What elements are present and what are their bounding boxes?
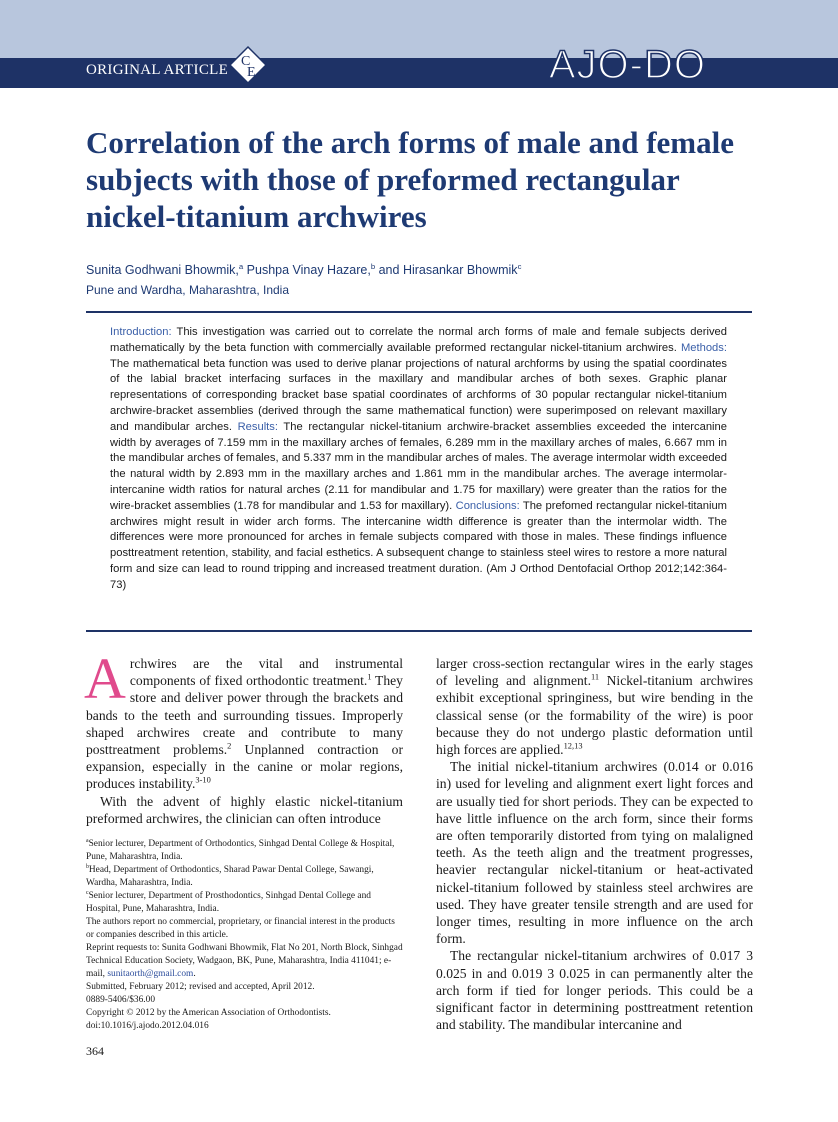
author-affil-mark: a (238, 261, 244, 271)
body-paragraph: With the advent of highly elastic nickel-titanium preformed archwires, the clinician can often introduce (86, 793, 403, 826)
abstract-results: The rectangular nickel-titanium archwire-bracket assemblies exceeded the intercanine width by averages of 7.159 mm in the maxillary arches of females, 6.289 mm in the maxillary arches of males, 6.667 mm in the mandibular arches of females, and 5.337 mm in the mandibular arches of males. The average intermolar width exceeded the natural width by 2.893 mm in the maxillary arches and 1.861 mm in the mandibular arches. The average intermolar-intercanine width ratios for natural arches (2.11 for mandibular and 1.75 for maxillary) were greater than the ratios for the wire-bracket assemblies (1.78 for mandibular and 1.53 for maxillary). (110, 420, 727, 512)
abstract-results-heading: Results: (237, 420, 278, 433)
copyright: Copyright © 2012 by the American Association of Orthodontists. (86, 1008, 331, 1018)
abstract-methods: The mathematical beta function was used to derive planar projections of natural archforms by using the spatial coordinates of the labial bracket interfacing surfaces in the maxillary and mandibular arches of both sexes. Graphic planar representations of corresponding bracket base spatial coordinates of archforms of 30 popular rectangular nickel-titanium archwire-bracket assemblies (derived through the same mathematical function) were superimposed on relevant maxillary and mandibular arches. (110, 357, 727, 433)
abstract-conclusions-heading: Conclusions: (455, 499, 520, 512)
drop-cap: A (84, 646, 126, 711)
author-name: Sunita Godhwani Bhowmik, (86, 263, 239, 277)
journal-logo: AJO-DO (548, 43, 706, 87)
doi: doi:10.1016/j.ajodo.2012.04.016 (86, 1021, 209, 1031)
article-type-label: ORIGINAL ARTICLE (86, 62, 229, 78)
author-name: and Hirasankar Bhowmik (378, 263, 518, 277)
ce-logo-icon (228, 45, 268, 85)
affiliation: Pune and Wardha, Maharashtra, India (86, 283, 290, 297)
submission-dates: Submitted, February 2012; revised and accepted, April 2012. (86, 982, 315, 992)
footnote: $^c$Senior lecturer, Department of Prosthodontics, Sinhgad Dental College and Hospital, Pune, Maharashtra, India. (86, 889, 371, 914)
author-affil-mark: c (517, 261, 522, 271)
body-paragraph: larger cross-section rectangular wires in the early stages of leveling and alignment.$^{11}$ Nickel-titanium archwires exhibit exceptional springiness, but wire bending in the classical sense (or the formability of the wire) is poor because they do not undergo plastic deformation until high forces are applied.$^{12,13}$ (436, 656, 754, 758)
footnote: $^a$Senior lecturer, Department of Orthodontics, Sinhgad Dental College & Hospital, Pune, Maharashtra, India. (86, 837, 395, 862)
abstract-introduction-heading: Introduction: (110, 326, 172, 338)
email-link[interactable]: sunitaorth@gmail.com (107, 969, 194, 979)
divider (86, 311, 752, 313)
reference-mark: 2 (227, 740, 232, 751)
body-paragraph: Archwires are the vital and instrumental components of fixed orthodontic treatment.$^1$ They store and deliver power through the brackets and bands to the teeth and surrounding tissues. Improperly shaped archwires create and contribute to many posttreatment problems.$^2$ Unplanned contraction or expansion, especially in the canine or molar regions, produces instability.$^{3-10}$ (84, 646, 403, 792)
disclosure-note: The authors report no commercial, proprietary, or financial interest in the products or companies described in this article. (86, 917, 395, 940)
footnotes (86, 838, 403, 1033)
reference-mark: 12,13 (563, 740, 583, 751)
divider (86, 630, 752, 632)
author-affil-mark: b (370, 261, 376, 271)
header-top-band (0, 0, 838, 58)
reference-mark: 11 (591, 671, 600, 682)
abstract (110, 325, 727, 594)
article-title: Correlation of the arch forms of male and female subjects with those of preformed rectangular nickel-titanium archwires (86, 125, 734, 234)
abstract-conclusions: The prefomed rectangular nickel-titanium archwires might result in wider arch forms. The intercanine width difference is greater than the intermolar width. The differences were more pronounced for arches in female subjects compared with those in males. These findings influence posttreatment retention, stability, and facial esthetics. A subsequent change to stainless steel wires to restore a more natural form and size can lead to round tripping and increased treatment duration. (110, 499, 727, 575)
author-name: Pushpa Vinay Hazare, (246, 263, 371, 277)
body-column-left (84, 646, 403, 827)
body-column-right (436, 655, 753, 1033)
abstract-citation: (Am J Orthod Dentofacial Orthop 2012;142:364-73) (110, 562, 727, 591)
reference-mark: 1 (367, 671, 372, 682)
author-list (86, 263, 521, 277)
issn: 0889-5406/$36.00 (86, 995, 156, 1005)
page-number: 364 (86, 1044, 104, 1058)
reprint-note: Reprint requests to: Sunita Godhwani Bhowmik, Flat No 201, North Block, Sinhgad Technical Education Society, Wadgaon, BK, Pune, Maharashtra, India 411041; e-mail, sunitaorth@gmail.com. (86, 943, 403, 979)
footnote: $^b$Head, Department of Orthodontics, Sharad Pawar Dental College, Sawangi, Wardha, Maharashtra, India. (86, 863, 374, 888)
reference-mark: 3-10 (195, 774, 211, 785)
ce-letter-c: C (241, 54, 251, 69)
abstract-introduction: This investigation was carried out to correlate the normal arch forms of male and female subjects derived mathematically by the beta function with commercially available preformed rectangular nickel-titanium archwires. (110, 326, 727, 354)
body-paragraph: The rectangular nickel-titanium archwires of 0.017 3 0.025 in and 0.019 3 0.025 in can permanently alter the arch form if tied for longer periods. This could be a significant factor in determining posttreatment retention and stability. The mandibular intercanine and (436, 948, 753, 1033)
body-paragraph: The initial nickel-titanium archwires (0.014 or 0.016 in) used for leveling and alignment exert light forces and are usually tied for short periods. They can be expected to have little influence on the arch form, since their forms are often temporarily distorted from tying on malaligned teeth. As the teeth align and the treatment progresses, heavier rectangular nickel-titanium or heat-activated nickel-titanium followed by stainless steel archwires are used. They have greater tensile strength and are used for longer times, resulting in more influence on the arch form. (436, 759, 753, 947)
abstract-methods-heading: Methods: (680, 341, 727, 354)
ce-letter-e: E (247, 65, 256, 80)
